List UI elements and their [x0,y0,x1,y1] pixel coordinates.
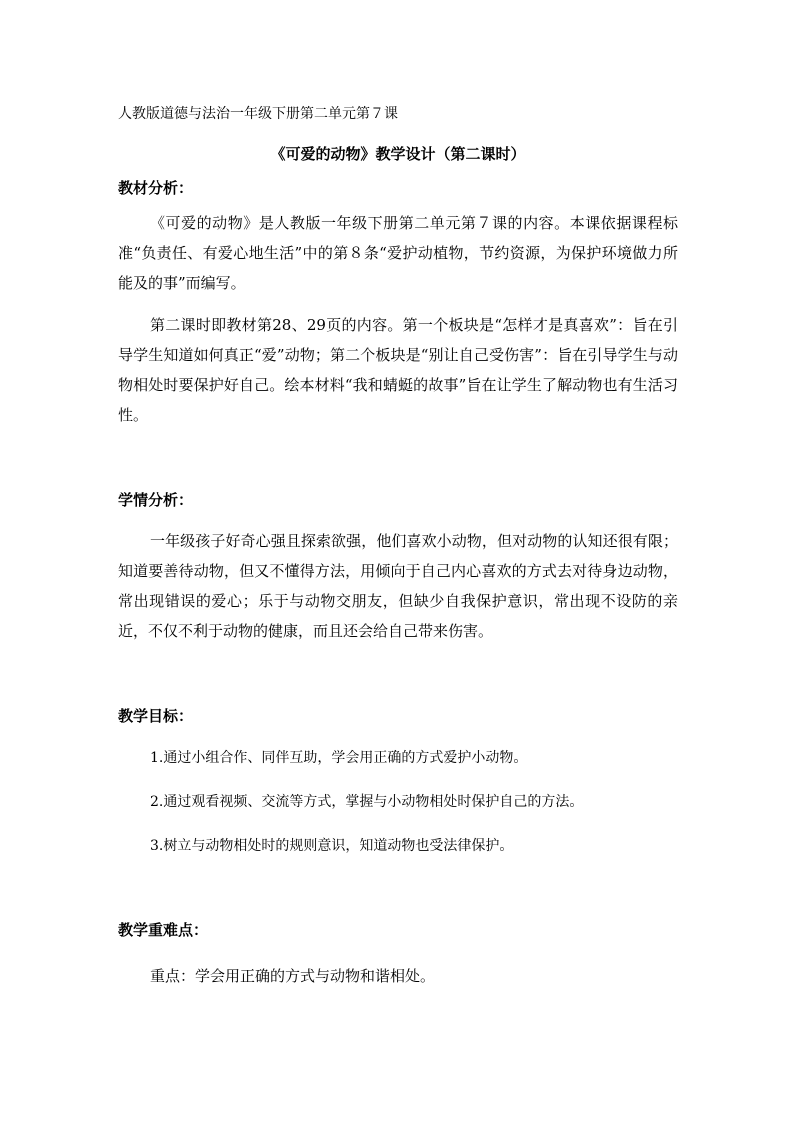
goal-item: 2.通过观看视频、交流等方式，掌握与小动物相处时保护自己的方法。 [150,794,584,810]
section-heading-key-points: 教学重难点： [118,921,209,939]
section-key-points [118,916,678,990]
section-teaching-goals [118,702,678,860]
section-student-analysis [118,486,678,646]
goal-item: 3.树立与动物相处时的规则意识，知道动物也受法律保护。 [150,838,514,854]
paragraph: 《可爱的动物》是人教版一年级下册第二单元第７课的内容。本课依据课程标准“负责任、有爱心地生活”中的第８条“爱护动植物，节约资源，为保护环境做力所能及的事”而编写。 [118,214,678,292]
key-point-item: 重点：学会用正确的方式与动物和谐相处。 [150,967,436,985]
section-heading-textbook: 教材分析： [118,179,194,197]
section-heading-students: 学情分析： [118,491,194,509]
section-textbook-analysis [118,174,678,430]
section-heading-goals: 教学目标： [118,707,194,725]
course-header: 人教版道德与法治一年级下册第二单元第７课 [118,106,398,122]
document-content [118,98,678,990]
goal-item: 1.通过小组合作、同伴互助，学会用正确的方式爱护小动物。 [150,750,528,766]
paragraph: 一年级孩子好奇心强且探索欲强，他们喜欢小动物，但对动物的认知还很有限；知道要善待动物，但又不懂得方法，用倾向于自己内心喜欢的方式去对待身边动物，常出现错误的爱心；乐于与动物交朋友，但缺少自我保护意识，常出现不设防的亲近，不仅不利于动物的健康，而且还会给自己带来伤害。 [118,532,678,640]
document-title: 《可爱的动物》教学设计（第二课时） [270,145,526,163]
paragraph: 第二课时即教材第28、29页的内容。第一个板块是“怎样才是真喜欢”：旨在引导学生知道如何真正“爱”动物；第二个板块是“别让自己受伤害”：旨在引导学生与动物相处时要保护好自己。绘本材料“我和蜻蜓的故事”旨在让学生了解动物也有生活习性。 [118,316,678,424]
